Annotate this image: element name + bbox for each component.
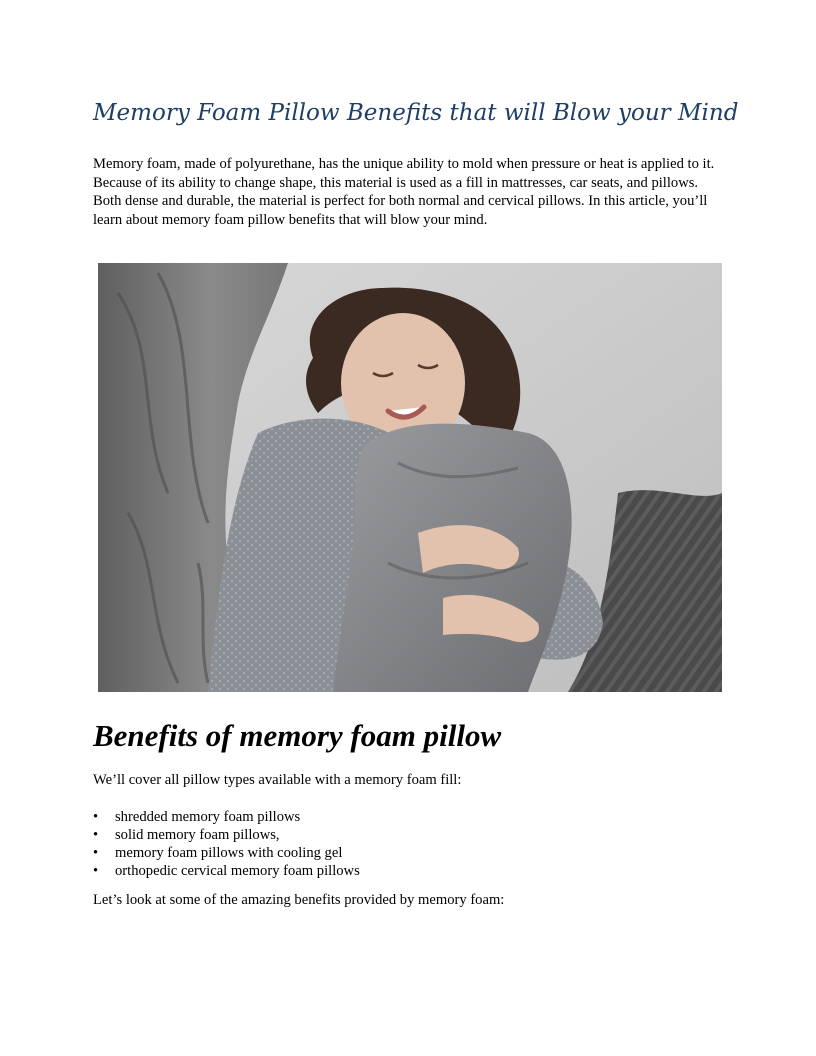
- outro-text: Let’s look at some of the amazing benefits provided by memory foam:: [93, 892, 505, 908]
- article-title: Memory Foam Pillow Benefits that will Blow your Mind: [93, 100, 739, 126]
- cover-text: We’ll cover all pillow types available with a memory foam fill:: [93, 772, 462, 788]
- woman-hugging-pillow-photo: [98, 263, 722, 692]
- bullet-marker: •: [93, 827, 99, 843]
- section-heading: Benefits of memory foam pillow: [93, 718, 502, 753]
- list-item: [93, 826, 715, 844]
- pillow-types-list: [93, 808, 715, 880]
- bullet-marker: •: [93, 845, 99, 861]
- list-item: [93, 844, 715, 862]
- list-item-text: solid memory foam pillows,: [115, 827, 280, 843]
- list-item-text: shredded memory foam pillows: [115, 809, 301, 825]
- bullet-marker: •: [93, 809, 99, 825]
- list-item-text: orthopedic cervical memory foam pillows: [115, 863, 360, 879]
- intro-paragraph: Memory foam, made of polyurethane, has the unique ability to mold when pressure or heat is applied to it. Because of its ability to change shape, this material is used as a fill in mattresses, car seats, and pillows. Both dense and durable, the material is perfect for both normal and cervical pillows. In this article, you’ll learn about memory foam pillow benefits that will blow your mind.: [93, 156, 715, 228]
- list-item-text: memory foam pillows with cooling gel: [115, 845, 343, 861]
- photo-illustration: [98, 263, 722, 692]
- list-item: [93, 808, 715, 826]
- bullet-marker: •: [93, 863, 99, 879]
- list-item: [93, 862, 715, 880]
